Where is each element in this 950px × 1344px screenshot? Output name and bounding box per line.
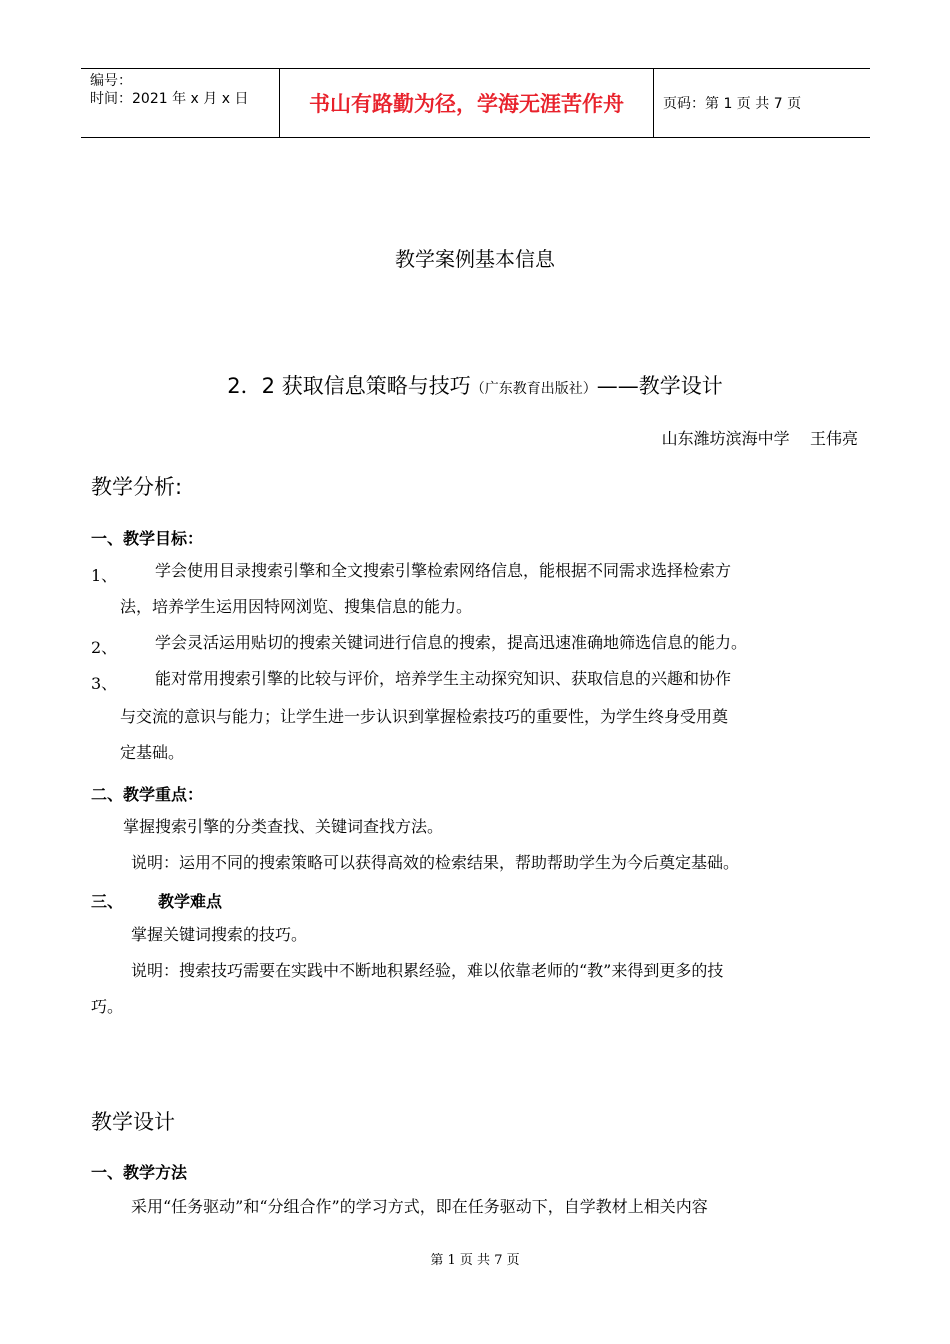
goal-3-line1: 能对常用搜索引擎的比较与评价，培养学生主动探究知识、获取信息的兴趣和协作 xyxy=(155,669,732,688)
goal-2-line1: 学会灵活运用贴切的搜索关键词进行信息的搜索，提高迅速准确地筛选信息的能力。 xyxy=(155,633,748,652)
lesson-title xyxy=(0,370,950,400)
goal-3-num: 3、 xyxy=(91,674,118,693)
header-table xyxy=(81,68,870,138)
goal-2-num: 2、 xyxy=(91,638,118,657)
difficulty-text: 掌握关键词搜索的技巧。 xyxy=(131,925,308,944)
difficulty-num: 三、 xyxy=(91,892,124,911)
method-heading: 一、教学方法 xyxy=(91,1163,188,1182)
title-suffix: ——教学设计 xyxy=(596,374,723,398)
motto: 书山有路勤为径，学海无涯苦作舟 xyxy=(280,69,654,137)
page-footer: 第 1 页 共 7 页 xyxy=(430,1253,520,1268)
analysis-heading: 教学分析: xyxy=(91,475,183,499)
difficulty-note-line2: 巧。 xyxy=(91,997,124,1016)
goal-1-line1: 学会使用目录搜索引擎和全文搜索引擎检索网络信息，能根据不同需求选择检索方 xyxy=(155,561,732,580)
focus-text: 掌握搜索引擎的分类查找、关键词查找方法。 xyxy=(123,817,444,836)
goal-3-line3: 定基础。 xyxy=(120,743,185,762)
main-title: 教学案例基本信息 xyxy=(395,247,555,271)
method-text: 采用“任务驱动”和“分组合作”的学习方式，即在任务驱动下，自学教材上相关内容 xyxy=(131,1197,708,1216)
goals-heading: 一、教学目标： xyxy=(91,529,204,548)
number-label: 编号： xyxy=(90,73,132,89)
author: 山东潍坊滨海中学 王伟亮 xyxy=(661,429,858,448)
publisher: （广东教育出版社） xyxy=(470,381,597,397)
difficulty-note-line1: 说明：搜索技巧需要在实践中不断地积累经验，难以依靠老师的“教”来得到更多的技 xyxy=(131,961,724,980)
difficulty-heading: 教学难点 xyxy=(158,892,223,911)
page-info: 页码：第 1 页 共 7 页 xyxy=(663,96,802,112)
goal-1-num: 1、 xyxy=(91,566,118,585)
focus-heading: 二、教学重点： xyxy=(91,785,204,804)
header-meta xyxy=(81,69,280,137)
goal-1-line2: 法，培养学生运用因特网浏览、搜集信息的能力。 xyxy=(120,597,473,616)
design-heading: 教学设计 xyxy=(91,1110,175,1134)
lesson-title-text: 2．2 获取信息策略与技巧 xyxy=(227,374,471,398)
focus-note: 说明：运用不同的搜索策略可以获得高效的检索结果，帮助帮助学生为今后奠定基础。 xyxy=(131,853,740,872)
goal-3-line2: 与交流的意识与能力；让学生进一步认识到掌握检索技巧的重要性，为学生终身受用奠 xyxy=(120,707,729,726)
time-label: 时间：2021 年 x 月 x 日 xyxy=(90,91,249,107)
